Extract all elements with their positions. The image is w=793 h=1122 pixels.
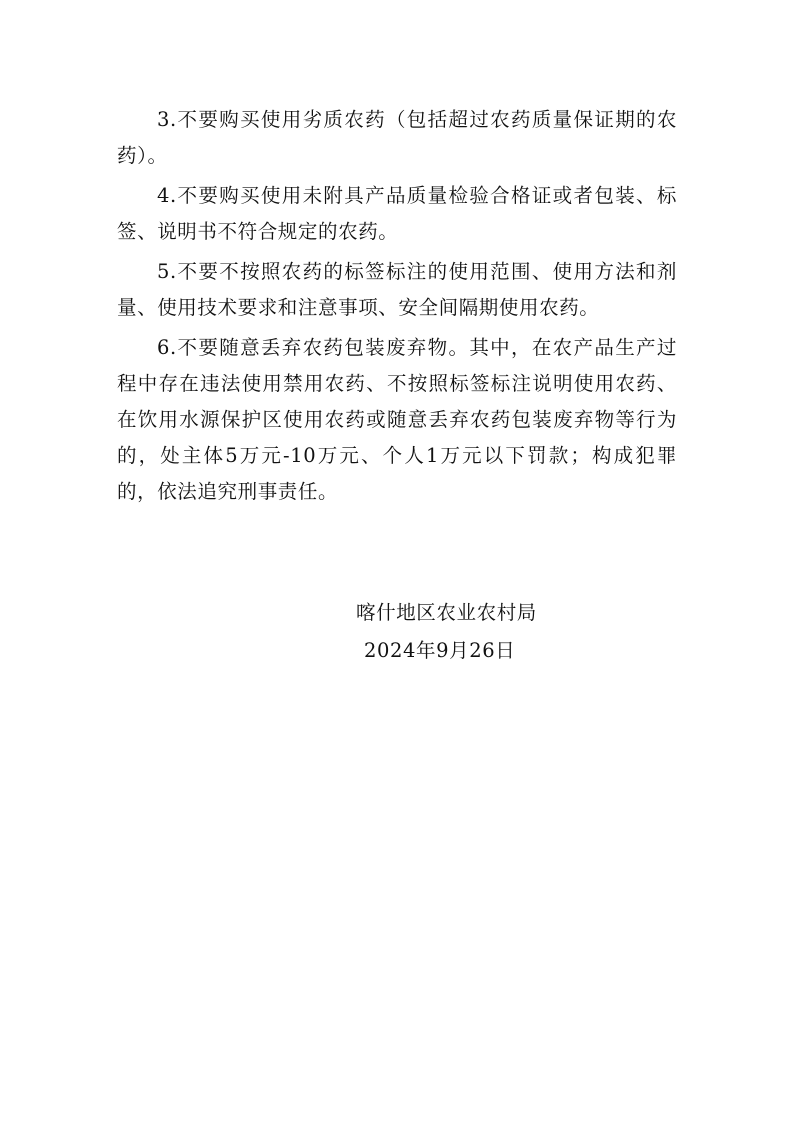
signature-block [350,594,610,670]
paragraph-item-4: 4.不要购买使用未附具产品质量检验合格证或者包装、标签、说明书不符合规定的农药。 [117,184,677,243]
paragraph-item-6: 6.不要随意丢弃农药包装废弃物。其中，在农产品生产过程中存在违法使用禁用农药、不按照标签标注说明使用农药、在饮用水源保护区使用农药或随意丢弃农药包装废弃物等行为的，处主体5万元-10万元、个人1万元以下罚款；构成犯罪的，依法追究刑事责任。 [117,336,677,503]
issuing-organization: 喀什地区农业农村局 [356,601,537,624]
issue-date: 2024年9月26日 [364,639,516,662]
paragraph-item-5: 5.不要不按照农药的标签标注的使用范围、使用方法和剂量、使用技术要求和注意事项、安全间隔期使用农药。 [117,260,677,319]
document-body [117,102,677,514]
paragraph-item-3: 3.不要购买使用劣质农药（包括超过农药质量保证期的农药）。 [117,108,677,167]
